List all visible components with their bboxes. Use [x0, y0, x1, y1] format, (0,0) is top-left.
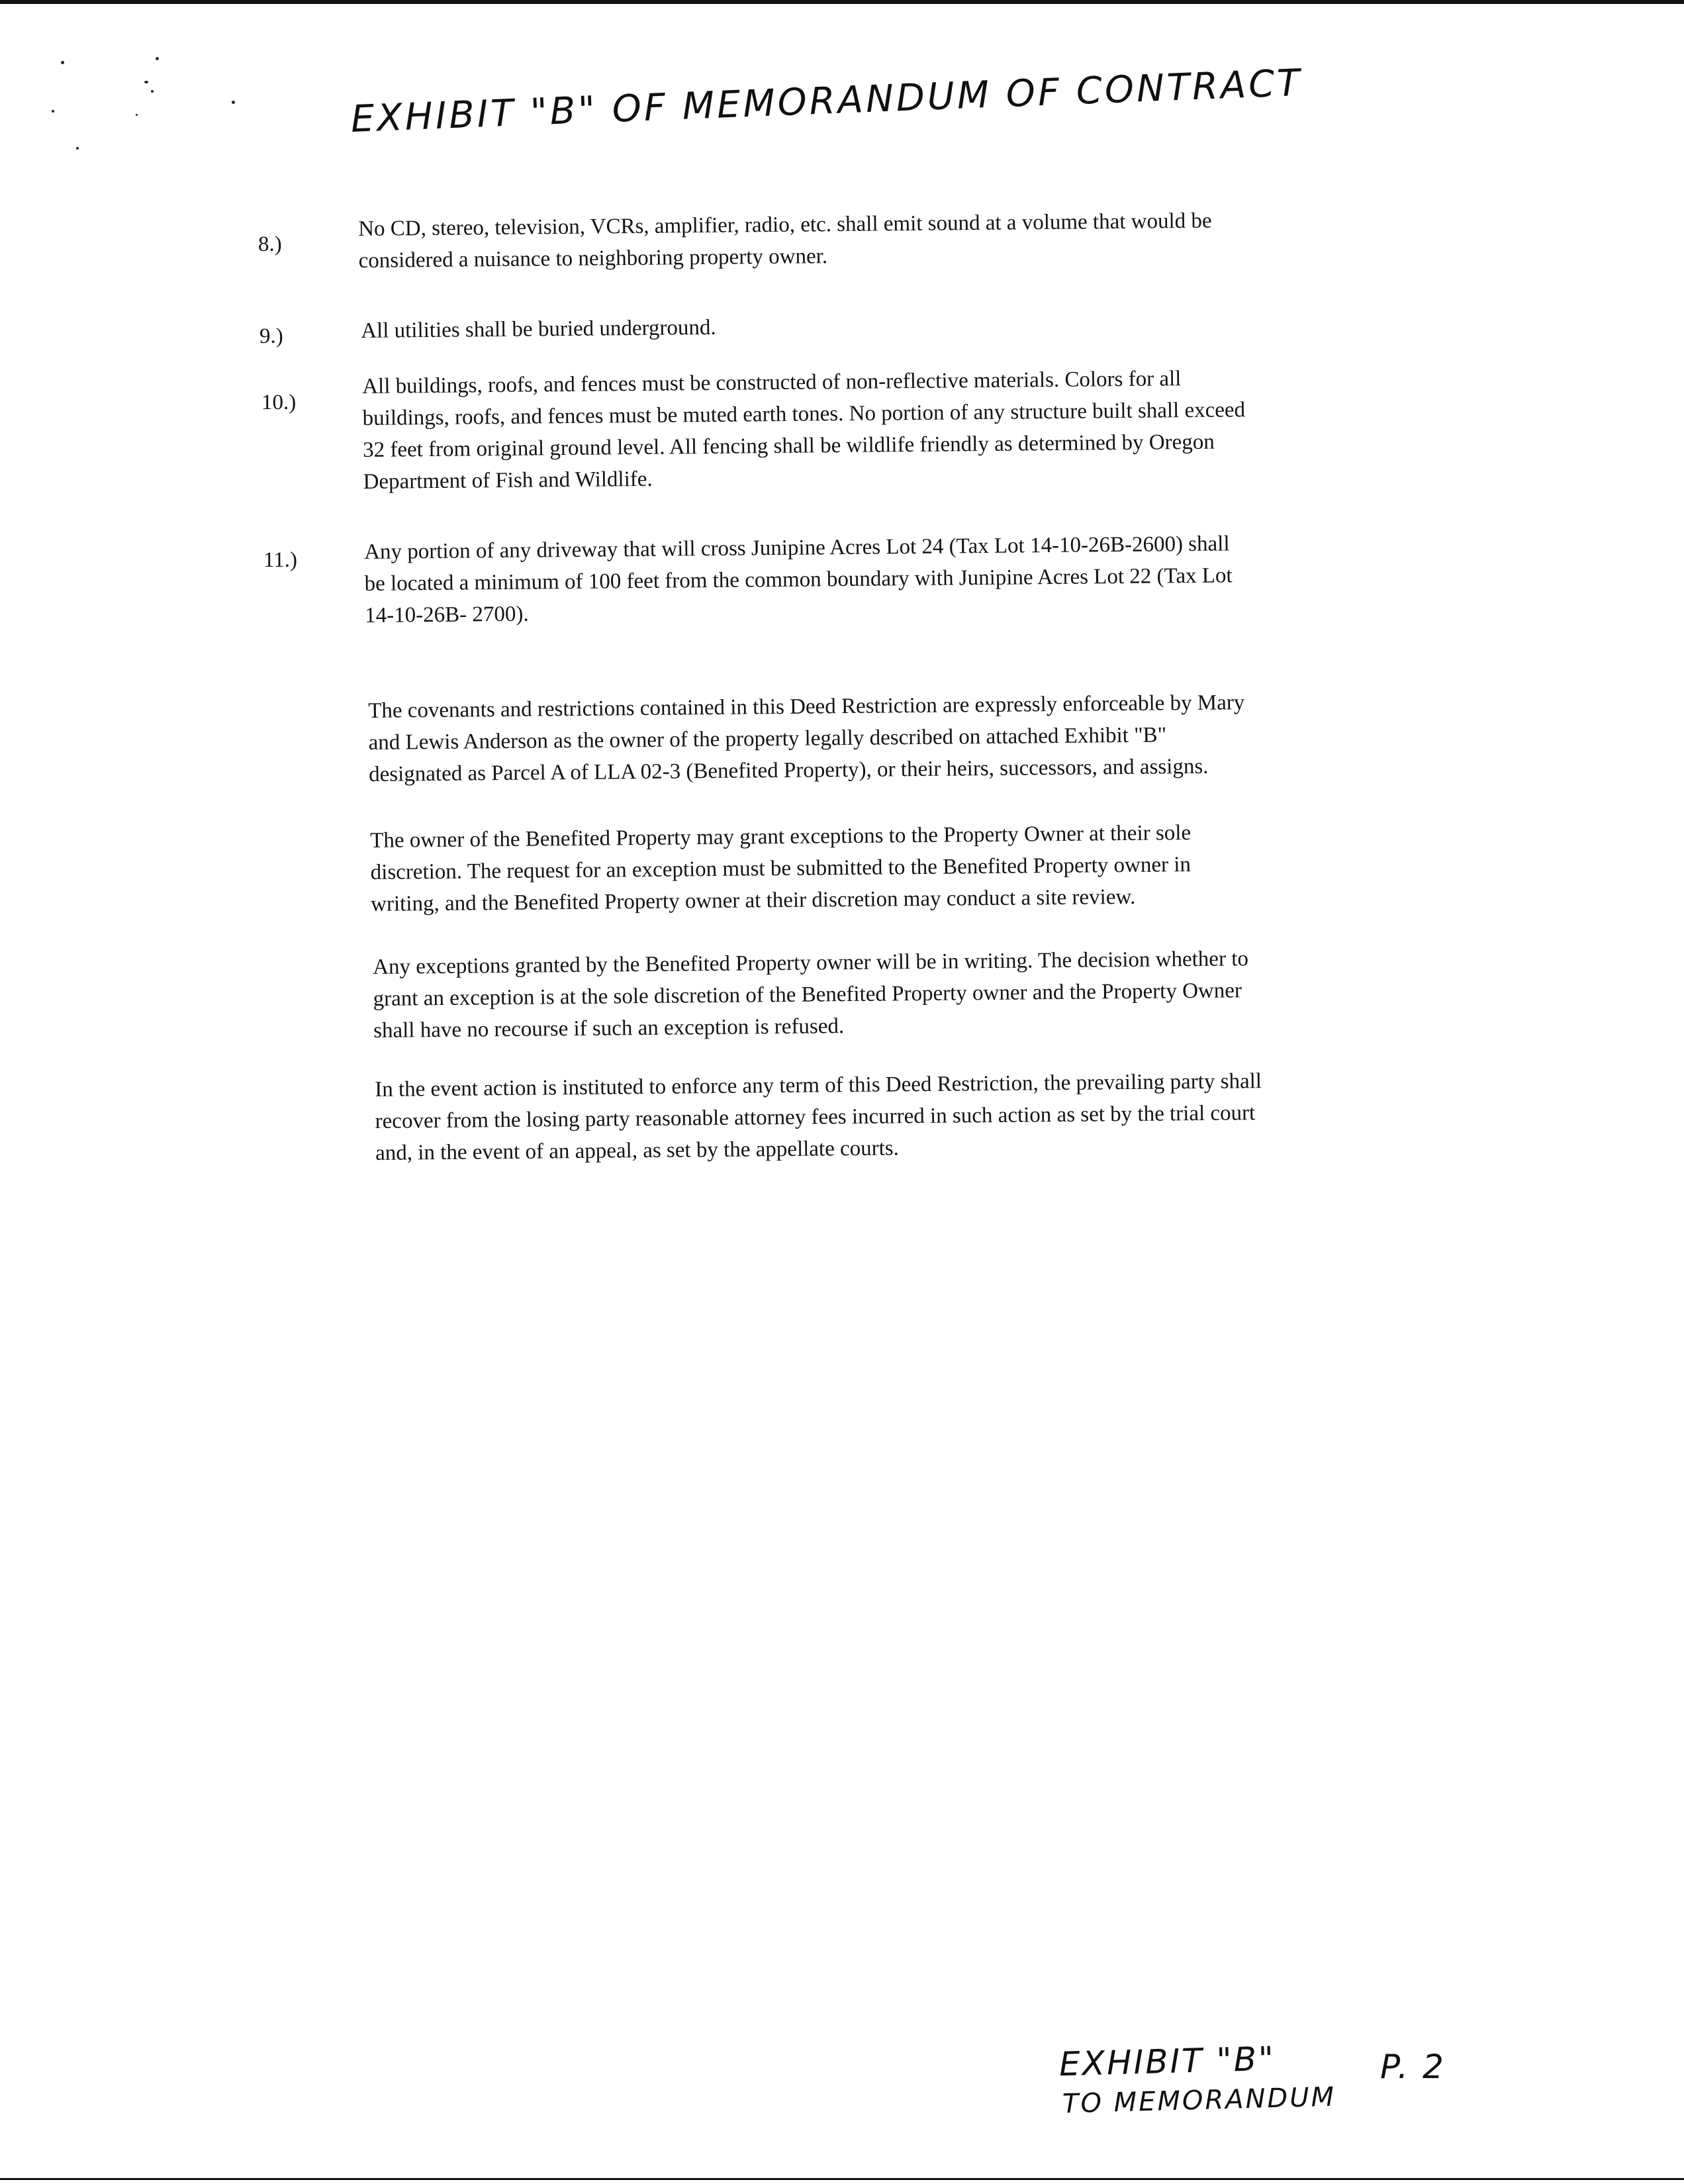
list-item [361, 312, 716, 347]
handwritten-footer-exhibit: EXHIBIT "B" [1058, 2039, 1276, 2084]
item-line: be located a minimum of 100 feet from the common boundary with Junipine Acres Lot 22 (Tax Lot [364, 563, 1233, 596]
paragraph-line: grant an exception is at the sole discretion of the Benefited Property owner and the Property Owner [373, 978, 1242, 1011]
item-line: Department of Fish and Wildlife. [363, 467, 653, 494]
paragraph-exceptions-writing [373, 943, 1249, 1047]
item-number: 11.) [263, 548, 298, 572]
item-line: All utilities shall be buried underground. [361, 315, 716, 343]
paragraph-line: recover from the losing party reasonable attorney fees incurred in such action as set by the trial court [375, 1101, 1256, 1133]
handwritten-title: EXHIBIT "B" OF MEMORANDUM OF CONTRACT [350, 61, 1303, 141]
paragraph-line: discretion. The request for an exception must be submitted to the Benefited Property owner in [370, 853, 1192, 884]
paragraph-line: In the event action is instituted to enforce any term of this Deed Restriction, the prevailing party shall [375, 1069, 1262, 1102]
paragraph-line: and, in the event of an appeal, as set by the appellate courts. [375, 1136, 900, 1165]
paragraph-line: Any exceptions granted by the Benefited Property owner will be in writing. The decision whether to [373, 947, 1249, 979]
item-line: Any portion of any driveway that will cross Junipine Acres Lot 24 (Tax Lot 14-10-26B-2600) shall [364, 532, 1230, 564]
paragraph-line: designated as Parcel A of LLA 02-3 (Benefited Property), or their heirs, successors, and assigns. [368, 754, 1209, 786]
item-number: 9.) [259, 324, 283, 348]
paragraph-enforcement [368, 687, 1245, 790]
handwritten-footer-page: P. 2 [1380, 2048, 1446, 2086]
paragraph-line: shall have no recourse if such an exception is refused. [373, 1014, 845, 1043]
item-line: considered a nuisance to neighboring property owner. [358, 244, 828, 273]
item-number: 8.) [258, 232, 282, 256]
item-line: buildings, roofs, and fences must be muted earth tones. No portion of any structure built shall exceed [362, 398, 1246, 430]
paragraph-line: and Lewis Anderson as the owner of the property legally described on attached Exhibit "B" [368, 723, 1167, 755]
handwritten-footer-memorandum: TO MEMORANDUM [1062, 2081, 1336, 2120]
item-line: No CD, stereo, television, VCRs, amplifier, radio, etc. shall emit sound at a volume that would be [358, 209, 1212, 241]
paragraph-attorney-fees [375, 1065, 1262, 1169]
item-line: 14-10-26B- 2700). [364, 602, 529, 628]
item-number: 10.) [261, 391, 297, 414]
paragraph-exceptions-grant [370, 817, 1192, 920]
paragraph-line: The covenants and restrictions contained in this Deed Restriction are expressly enforceable by Mary [368, 690, 1245, 723]
item-line: All buildings, roofs, and fences must be constructed of non-reflective materials. Colors for all [362, 367, 1182, 399]
item-line: 32 feet from original ground level. All fencing shall be wildlife friendly as determined by Oregon [362, 430, 1215, 462]
list-item [364, 528, 1233, 632]
list-item [362, 362, 1246, 498]
paragraph-line: writing, and the Benefited Property owner at their discretion may conduct a site review. [370, 884, 1136, 916]
list-item [358, 205, 1212, 277]
bottom-scan-edge [0, 2178, 1684, 2180]
paragraph-line: The owner of the Benefited Property may grant exceptions to the Property Owner at their sole [370, 821, 1192, 853]
